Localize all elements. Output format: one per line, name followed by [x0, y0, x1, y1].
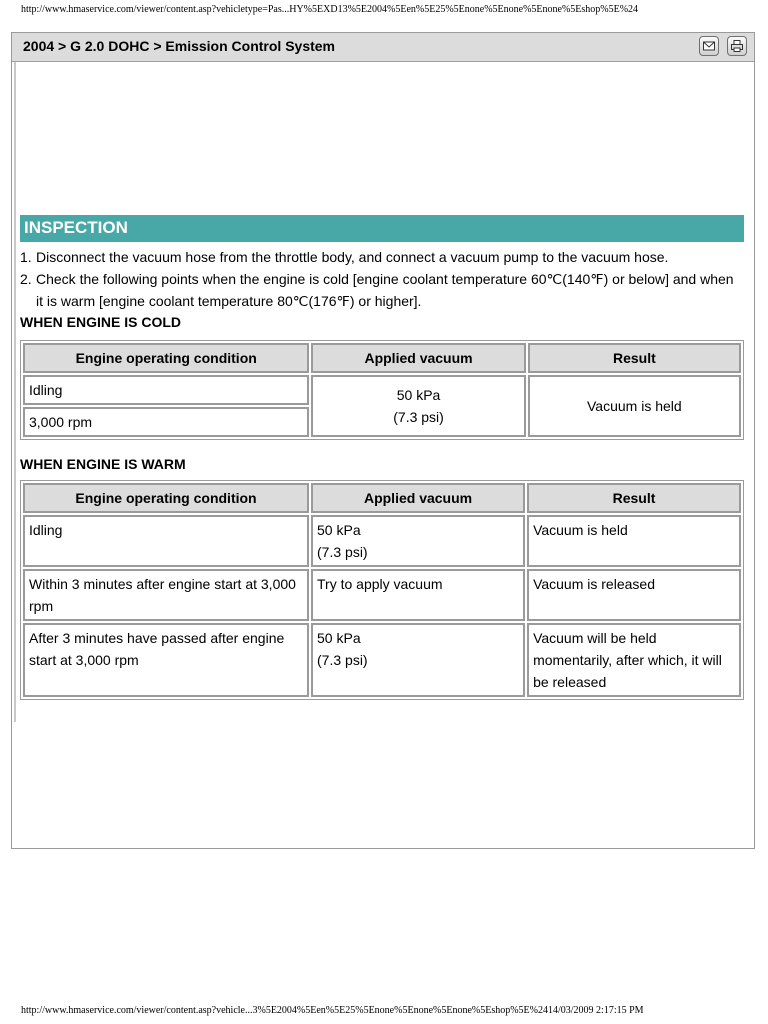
email-icon: [702, 39, 716, 53]
table-cell: Idling: [23, 375, 309, 405]
column-header: Applied vacuum: [311, 483, 525, 513]
table-cell: 3,000 rpm: [23, 407, 309, 437]
header-bar: [12, 33, 754, 62]
table-cell: Vacuum is held: [528, 375, 741, 437]
table-cell: Vacuum is released: [527, 569, 741, 621]
step-text: Disconnect the vacuum hose from the throttle body, and connect a vacuum pump to the vacuum hose.: [36, 249, 669, 265]
vacuum-value-psi: (7.3 psi): [317, 652, 368, 668]
page-url-top: http://www.hmaservice.com/viewer/content.asp?vehicletype=Pas...HY%5EXD13%5E2004%5Een%5E25%5Enone%5Enone%5Enone%5Eshop%5E%24: [21, 4, 639, 15]
table-row: [23, 515, 741, 567]
steps-list: [20, 246, 744, 312]
table-header-row: [23, 483, 741, 513]
table-cell: [311, 623, 525, 697]
vacuum-value: 50 kPa: [396, 387, 441, 403]
table-row: [23, 375, 741, 405]
viewer-frame: [11, 32, 755, 849]
cold-heading: WHEN ENGINE IS COLD: [20, 314, 182, 330]
table-cell: Vacuum is held: [527, 515, 741, 567]
print-icon: [730, 39, 744, 53]
step-number: 1.: [20, 249, 32, 265]
email-button[interactable]: [699, 36, 719, 56]
step-text: Check the following points when the engine is cold [engine coolant temperature 60℃(140℉) or below] and when it is warm [engine coolant temperature 80℃(176℉) or higher].: [36, 271, 734, 309]
list-item: [20, 246, 744, 268]
table-cell: [311, 569, 525, 621]
table-header-row: [23, 343, 741, 373]
column-header: Result: [528, 343, 741, 373]
table-row: [23, 623, 741, 697]
document-content: [20, 215, 744, 700]
column-header: Engine operating condition: [23, 483, 309, 513]
vacuum-value-psi: (7.3 psi): [393, 409, 444, 425]
vacuum-value: 50 kPa: [317, 522, 361, 538]
table-cell: [311, 375, 525, 437]
column-header: Result: [527, 483, 741, 513]
table-cell: After 3 minutes have passed after engine start at 3,000 rpm: [23, 623, 309, 697]
warm-table: [20, 480, 744, 700]
vacuum-value-psi: (7.3 psi): [317, 544, 368, 560]
page-url-bottom: http://www.hmaservice.com/viewer/content.asp?vehicle...3%5E2004%5Een%5E25%5Enone%5Enone%5Enone%5Eshop%5E%2414/03/2009 2:17:15 PM: [21, 1005, 644, 1016]
breadcrumb: 2004 > G 2.0 DOHC > Emission Control System: [23, 38, 335, 54]
cold-table: [20, 340, 744, 440]
vacuum-value: Try to apply vacuum: [317, 576, 443, 592]
table-cell: [311, 515, 525, 567]
content-left-border: [14, 62, 16, 722]
list-item: [20, 268, 744, 312]
column-header: Engine operating condition: [23, 343, 309, 373]
warm-heading: WHEN ENGINE IS WARM: [20, 456, 186, 472]
table-cell: Idling: [23, 515, 309, 567]
section-title: INSPECTION: [20, 215, 744, 242]
table-cell: Within 3 minutes after engine start at 3,000 rpm: [23, 569, 309, 621]
table-cell: Vacuum will be held momentarily, after which, it will be released: [527, 623, 741, 697]
column-header: Applied vacuum: [311, 343, 525, 373]
vacuum-value: 50 kPa: [317, 630, 361, 646]
table-row: [23, 569, 741, 621]
step-number: 2.: [20, 271, 32, 287]
print-button[interactable]: [727, 36, 747, 56]
